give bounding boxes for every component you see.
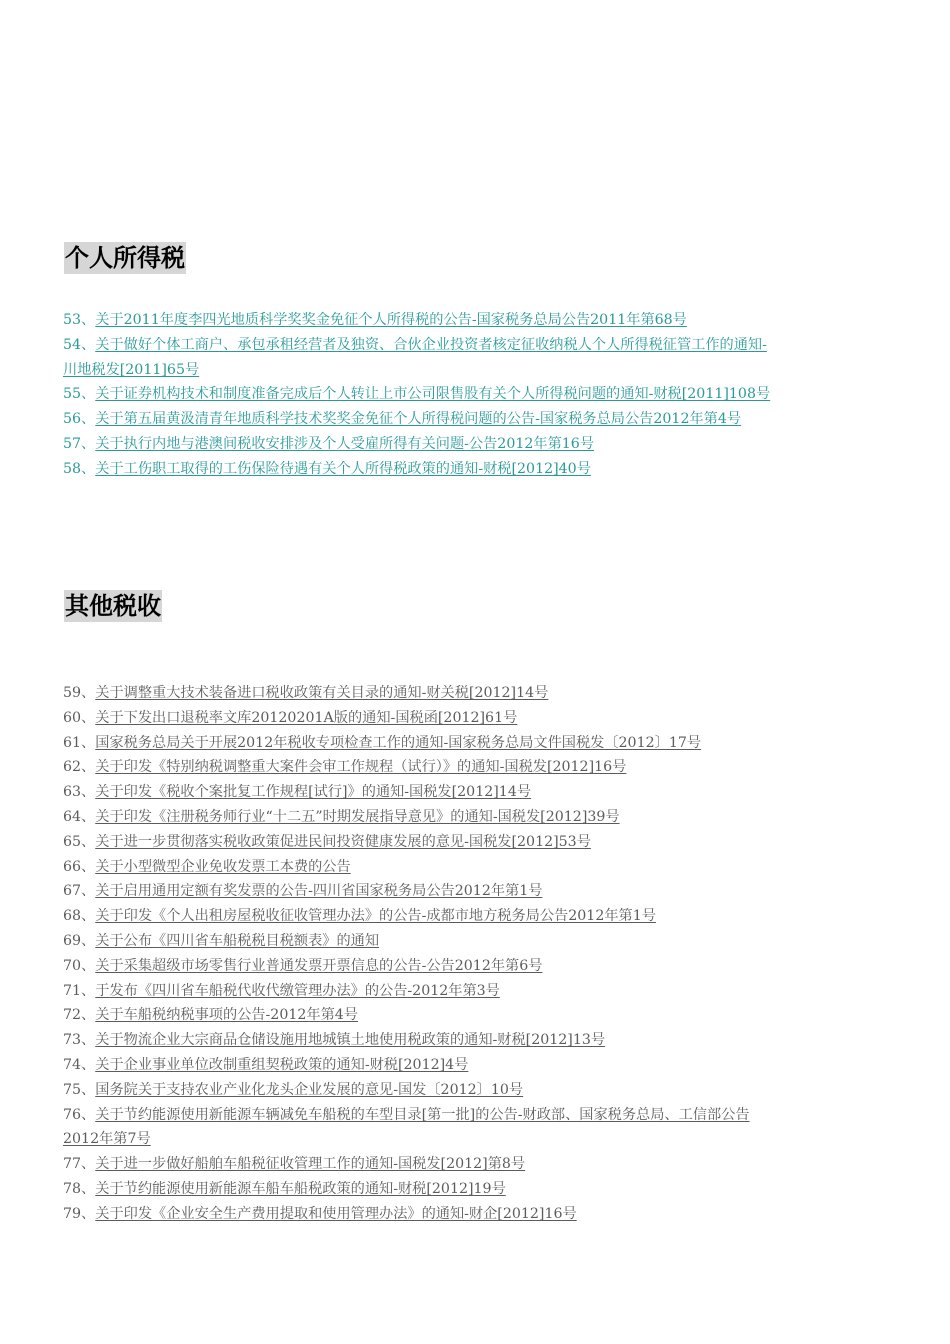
document-link[interactable]: 关于下发出口退税率文库20120201A版的通知-国税函[2012]61号: [95, 709, 518, 726]
document-link[interactable]: 关于小型微型企业免收发票工本费的公告: [95, 858, 351, 875]
document-link[interactable]: 关于印发《个人出租房屋税收征收管理办法》的公告-成都市地方税务局公告2012年第1号: [95, 908, 656, 925]
item-number: 74、: [63, 1056, 96, 1073]
document-link[interactable]: 关于印发《特别纳税调整重大案件会审工作规程（试行）》的通知-国税发[2012]16号: [95, 759, 627, 776]
list-item[interactable]: [63, 308, 893, 333]
document-link[interactable]: 关于企业事业单位改制重组契税政策的通知-财税[2012]4号: [95, 1056, 469, 1073]
document-link[interactable]: 关于证券机构技术和制度准备完成后个人转让上市公司限售股有关个人所得税问题的通知-财税[2011]108号: [95, 386, 771, 403]
document-link-continuation[interactable]: 2012年第7号: [63, 1131, 151, 1148]
list-item[interactable]: [63, 432, 893, 457]
item-number: 53、: [63, 312, 96, 328]
item-number: 77、: [63, 1156, 96, 1173]
other-taxes-list: [63, 681, 893, 1227]
item-number: 61、: [63, 734, 96, 751]
document-link[interactable]: 国家税务总局关于开展2012年税收专项检查工作的通知-国家税务总局文件国税发〔2012〕17号: [95, 734, 702, 751]
list-item[interactable]: [63, 1053, 893, 1078]
list-item[interactable]: [63, 780, 893, 805]
list-item[interactable]: [63, 904, 893, 929]
list-item[interactable]: [63, 731, 893, 756]
item-number: 58、: [63, 460, 96, 477]
document-link[interactable]: 关于印发《企业安全生产费用提取和使用管理办法》的通知-财企[2012]16号: [95, 1205, 577, 1222]
item-number: 73、: [63, 1032, 96, 1049]
document-link[interactable]: 关于车船税纳税事项的公告-2012年第4号: [95, 1007, 358, 1024]
document-link[interactable]: 关于物流企业大宗商品仓储设施用地城镇土地使用税政策的通知-财税[2012]13号: [95, 1032, 606, 1049]
list-item[interactable]: [63, 1152, 893, 1177]
document-link[interactable]: 关于第五届黄汲清青年地质科学技术奖奖金免征个人所得税问题的公告-国家税务总局公告2012年第4号: [95, 411, 742, 428]
item-number: 54、: [63, 336, 96, 353]
list-item[interactable]: [63, 979, 893, 1004]
item-number: 62、: [63, 759, 96, 776]
document-link[interactable]: 关于工伤职工取得的工伤保险待遇有关个人所得税政策的通知-财税[2012]40号: [95, 460, 591, 477]
list-item[interactable]: [63, 1177, 893, 1202]
list-item[interactable]: [63, 1078, 893, 1103]
document-link[interactable]: 关于节约能源使用新能源车辆减免车船税的车型目录[第一批]的公告-财政部、国家税务总局、工信部公告: [95, 1106, 750, 1123]
item-number: 55、: [63, 386, 96, 403]
item-number: 72、: [63, 1007, 96, 1024]
list-item[interactable]: [63, 681, 893, 706]
document-link[interactable]: 于发布《四川省车船税代收代缴管理办法》的公告-2012年第3号: [95, 982, 500, 999]
document-link[interactable]: 关于进一步做好船舶车船税征收管理工作的通知-国税发[2012]第8号: [95, 1156, 526, 1173]
item-number: 71、: [63, 982, 96, 999]
document-link[interactable]: 关于启用通用定额有奖发票的公告-四川省国家税务局公告2012年第1号: [95, 883, 543, 900]
item-number: 65、: [63, 833, 96, 850]
list-item[interactable]: [63, 457, 893, 482]
list-item[interactable]: [63, 830, 893, 855]
list-item[interactable]: [63, 1103, 893, 1153]
document-link[interactable]: 关于进一步贯彻落实税收政策促进民间投资健康发展的意见-国税发[2012]53号: [95, 833, 591, 850]
document-link[interactable]: 关于做好个体工商户、承包承租经营者及独资、合伙企业投资者核定征收纳税人个人所得税征管工作的通知-: [95, 336, 767, 353]
item-number: 68、: [63, 908, 96, 925]
list-item[interactable]: [63, 954, 893, 979]
list-item[interactable]: [63, 1202, 893, 1227]
list-item[interactable]: [63, 382, 893, 407]
document-link[interactable]: 关于印发《注册税务师行业“十二五”时期发展指导意见》的通知-国税发[2012]39号: [95, 808, 620, 825]
list-item[interactable]: [63, 1028, 893, 1053]
item-number: 67、: [63, 883, 96, 900]
item-number: 66、: [63, 858, 96, 875]
item-number: 63、: [63, 784, 96, 801]
document-link[interactable]: 关于调整重大技术装备进口税收政策有关目录的通知-财关税[2012]14号: [95, 685, 549, 701]
item-number: 60、: [63, 709, 96, 726]
item-number: 70、: [63, 957, 96, 974]
item-number: 59、: [63, 685, 96, 701]
individual-income-tax-list: [63, 308, 893, 482]
document-link[interactable]: 关于印发《税收个案批复工作规程[试行]》的通知-国税发[2012]14号: [95, 784, 532, 801]
section-heading-other-taxes: 其他税收: [65, 592, 161, 620]
document-link[interactable]: 关于节约能源使用新能源车船车船税政策的通知-财税[2012]19号: [95, 1180, 506, 1197]
list-item[interactable]: [63, 333, 893, 383]
document-link-continuation[interactable]: 川地税发[2011]65号: [63, 361, 200, 378]
item-number: 79、: [63, 1205, 96, 1222]
document-link[interactable]: 关于采集超级市场零售行业普通发票开票信息的公告-公告2012年第6号: [95, 957, 543, 974]
item-number: 75、: [63, 1081, 96, 1098]
item-number: 57、: [63, 435, 96, 452]
section-heading-individual-income-tax: 个人所得税: [65, 244, 185, 272]
document-link[interactable]: 关于执行内地与港澳间税收安排涉及个人受雇所得有关问题-公告2012年第16号: [95, 435, 595, 452]
item-number: 64、: [63, 808, 96, 825]
list-item[interactable]: [63, 879, 893, 904]
list-item[interactable]: [63, 706, 893, 731]
list-item[interactable]: [63, 929, 893, 954]
item-number: 76、: [63, 1106, 96, 1123]
item-number: 78、: [63, 1180, 96, 1197]
list-item[interactable]: [63, 1003, 893, 1028]
list-item[interactable]: [63, 855, 893, 880]
document-link[interactable]: 关于公布《四川省车船税税目税额表》的通知: [95, 932, 380, 949]
item-number: 56、: [63, 411, 96, 428]
list-item[interactable]: [63, 805, 893, 830]
list-item[interactable]: [63, 755, 893, 780]
document-link[interactable]: 国务院关于支持农业产业化龙头企业发展的意见-国发〔2012〕10号: [95, 1081, 524, 1098]
document-link[interactable]: 关于2011年度李四光地质科学奖奖金免征个人所得税的公告-国家税务总局公告2011年第68号: [95, 312, 687, 328]
list-item[interactable]: [63, 407, 893, 432]
item-number: 69、: [63, 932, 96, 949]
